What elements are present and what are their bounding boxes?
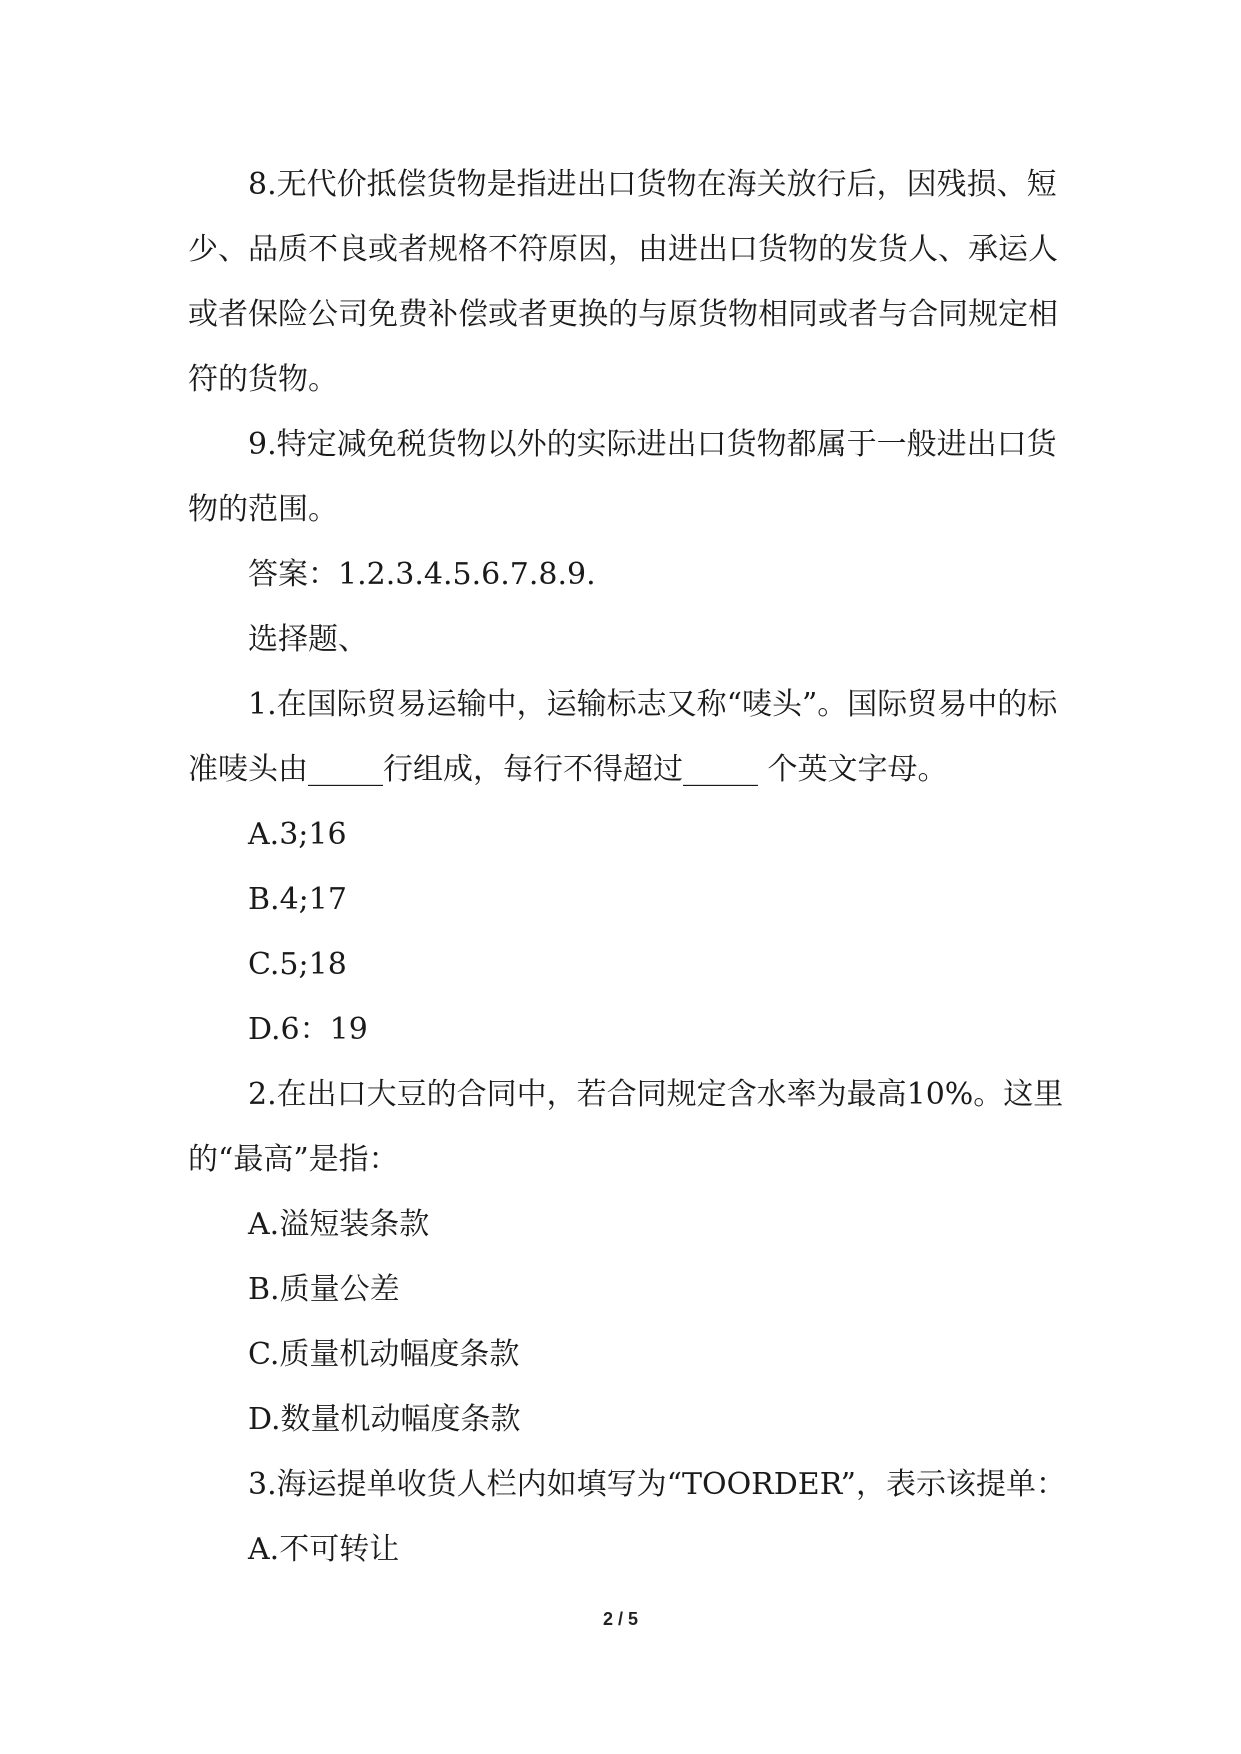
- q1-option-b: B.4;17: [248, 882, 347, 917]
- q1-option-a: A.3;16: [248, 817, 347, 852]
- paragraph-q9: 9.特定减免税货物以外的实际进出口货物都属于一般进出口货物的范围。: [188, 427, 1057, 527]
- page-number: 2 / 5: [602, 1609, 639, 1629]
- section-heading: 选择题、: [248, 622, 368, 657]
- document-body: [188, 152, 1068, 1582]
- question-3: 3.海运提单收货人栏内如填写为“TOORDER”，表示该提单：: [248, 1467, 1066, 1502]
- answer-line: 答案：1.2.3.4.5.6.7.8.9.: [248, 557, 596, 592]
- question-1: 1.在国际贸易运输中，运输标志又称“唛头”。国际贸易中的标准唛头由_____行组成，每行不得超过_____ 个英文字母。: [188, 687, 1058, 787]
- q2-option-d: D.数量机动幅度条款: [248, 1402, 521, 1437]
- q2-option-a: A.溢短装条款: [248, 1207, 430, 1242]
- question-2: 2.在出口大豆的合同中，若合同规定含水率为最高10%。这里的“最高”是指：: [188, 1077, 1064, 1177]
- q2-option-c: C.质量机动幅度条款: [248, 1337, 520, 1372]
- q3-option-a: A.不可转让: [248, 1532, 400, 1567]
- q2-option-b: B.质量公差: [248, 1272, 400, 1307]
- paragraph-q8: 8.无代价抵偿货物是指进出口货物在海关放行后，因残损、短少、品质不良或者规格不符原因，由进出口货物的发货人、承运人或者保险公司免费补偿或者更换的与原货物相同或者与合同规定相符的货物。: [188, 167, 1058, 397]
- q1-option-d: D.6：19: [248, 1012, 368, 1047]
- q1-option-c: C.5;18: [248, 947, 347, 982]
